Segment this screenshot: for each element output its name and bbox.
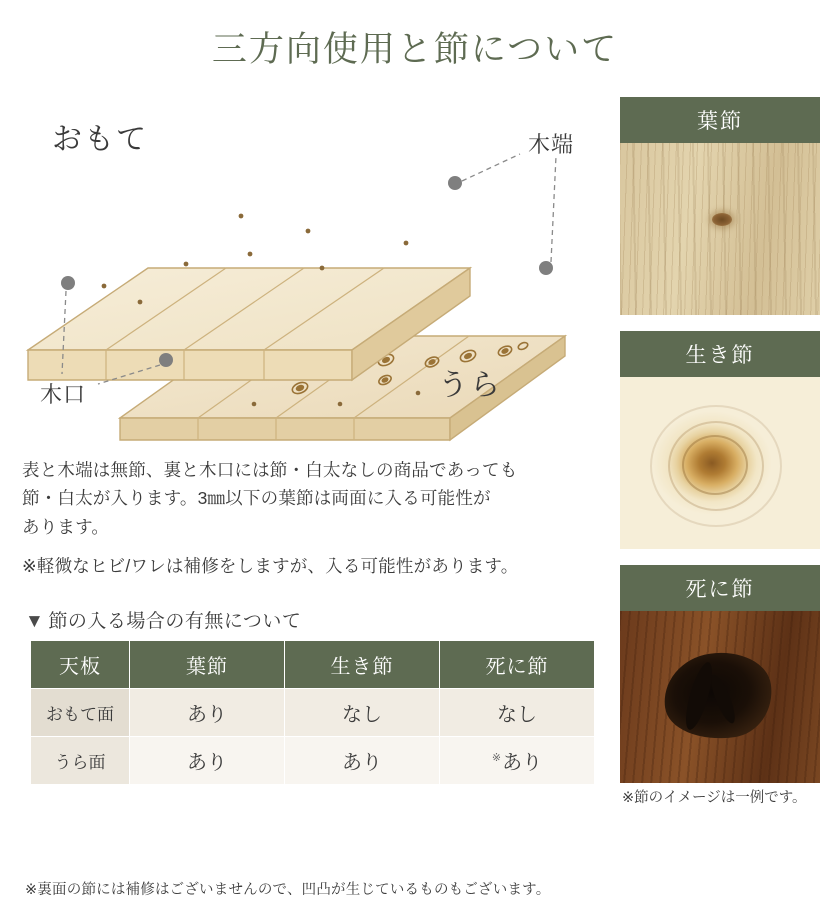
table-heading: [25, 606, 301, 633]
marker-koguchi-lower: [159, 353, 173, 367]
cell-omote-shinibushi: なし: [440, 689, 595, 737]
description-line-1: 表と木端は無節、裏と木口には節・白太なしの商品であっても: [22, 460, 518, 480]
table-heading-label: 節の入る場合の有無について: [48, 611, 302, 632]
photo-card-ikibushi: [620, 331, 820, 549]
left-column: [0, 88, 614, 898]
photo-note: ※節のイメージは一例です。: [622, 790, 807, 806]
row-label-omote: おもて面: [31, 689, 130, 737]
lower-board-front-edge: [120, 418, 450, 440]
knot-feature-haebushi: [712, 213, 732, 226]
marker-kobata-lower: [539, 261, 553, 275]
photo-card-haebushi: [620, 97, 820, 315]
cell-ura-shinibushi-value: あり: [502, 752, 543, 774]
description-text: [22, 456, 602, 580]
board-illustration: [0, 88, 614, 433]
cell-asterisk-mark: ※: [491, 752, 502, 765]
cell-omote-ikibushi: なし: [285, 689, 440, 737]
marker-kobata-upper: [448, 176, 462, 190]
cell-ura-shinibushi: [440, 737, 595, 785]
cell-ura-haebushi: あり: [130, 737, 285, 785]
row-label-ura: うら面: [31, 737, 130, 785]
table-row: [31, 689, 595, 737]
column-header-tenban: 天板: [31, 641, 130, 689]
table-header: [31, 641, 595, 689]
upper-board-front-edge: [28, 350, 352, 380]
cell-omote-haebushi: あり: [130, 689, 285, 737]
description-note: ※軽微なヒビ/ワレは補修をしますが、入る可能性があります。: [22, 556, 519, 577]
table-row: [31, 737, 595, 785]
photo-image-ikibushi: [620, 377, 820, 549]
marker-koguchi-upper: [61, 276, 75, 290]
photo-column: [620, 97, 820, 799]
photo-caption-ikibushi: 生き節: [620, 331, 820, 377]
triangle-down-icon: ▼: [25, 611, 45, 632]
cell-ura-ikibushi: あり: [285, 737, 440, 785]
label-omote: おもて: [52, 123, 148, 156]
knot-presence-table: [30, 640, 595, 785]
knot-ring-outer: [650, 405, 782, 527]
callout-kobata: 木端: [528, 132, 575, 157]
table-body: [31, 689, 595, 785]
photo-caption-shinibushi: 死に節: [620, 565, 820, 611]
table-header-row: [31, 641, 595, 689]
label-ura: うら: [438, 369, 502, 402]
photo-card-shinibushi: [620, 565, 820, 783]
photo-image-haebushi: [620, 143, 820, 315]
photo-image-shinibushi: [620, 611, 820, 783]
description-line-3: あります。: [22, 516, 110, 537]
column-header-haebushi: 葉節: [130, 641, 285, 689]
page-title: 三方向使用と節について: [211, 30, 619, 69]
column-header-ikibushi: 生き節: [285, 641, 440, 689]
photo-caption-haebushi: 葉節: [620, 97, 820, 143]
table-footnote: ※裏面の節には補修はございませんので、凹凸が生じているものもございます。: [25, 882, 551, 898]
callout-koguchi: 木口: [40, 382, 87, 407]
column-header-shinibushi: 死に節: [440, 641, 595, 689]
description-line-2: 節・白太が入ります。3㎜以下の葉節は両面に入る可能性が: [22, 488, 491, 509]
